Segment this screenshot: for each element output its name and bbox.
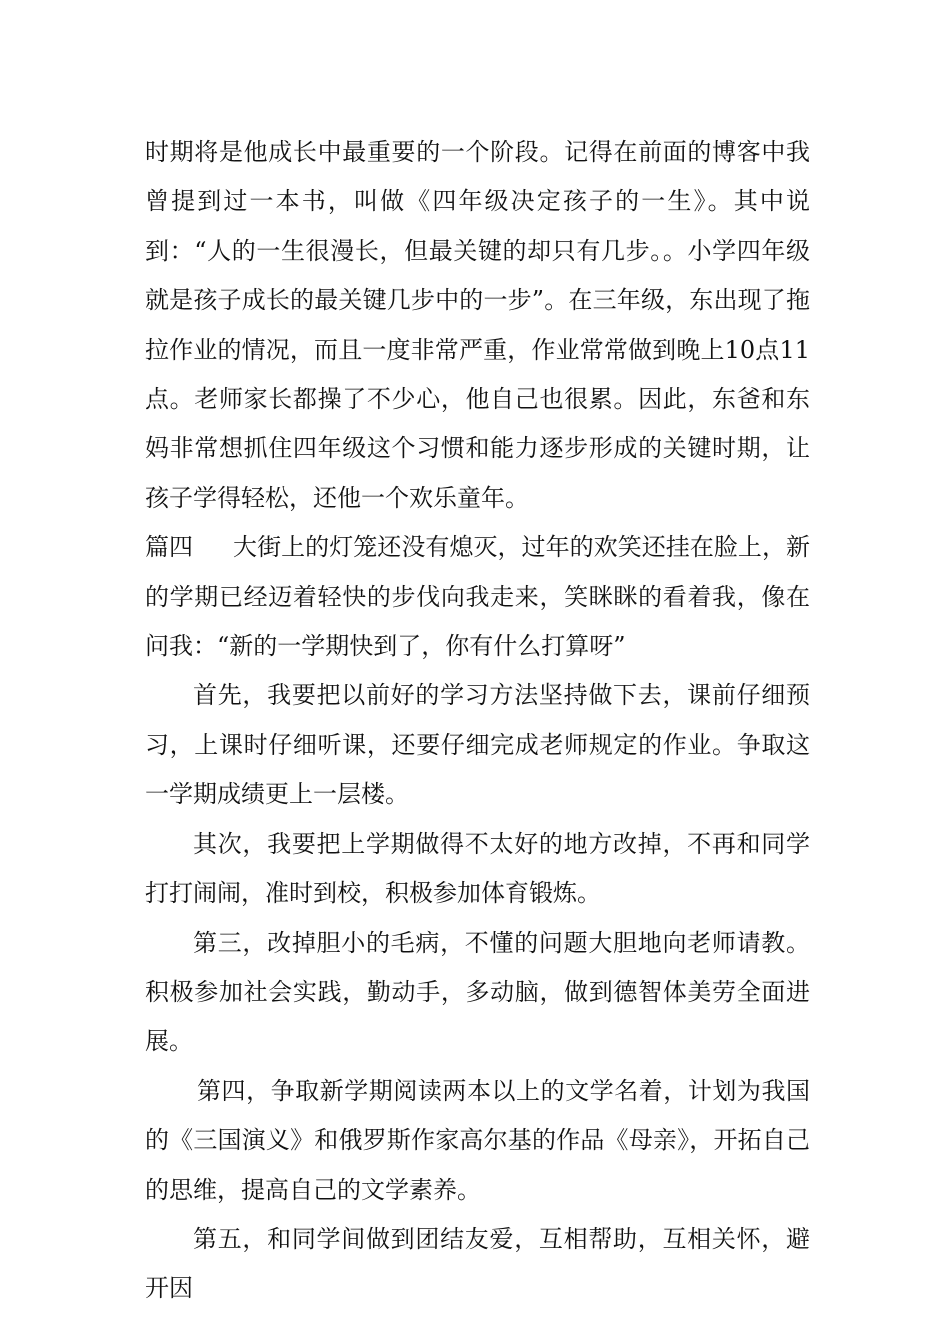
paragraph-second-point: 其次，我要把上学期做得不太好的地方改掉，不再和同学打打闹闹，准时到校，积极参加体育锻炼。 <box>145 829 810 908</box>
paragraph-section-four <box>145 523 810 671</box>
paragraph-fifth-point: 第五，和同学间做到团结友爱，互相帮助，互相关怀，避开因 <box>145 1224 810 1303</box>
paragraph-continuation: 时期将是他成长中最重要的一个阶段。记得在前面的博客中我曾提到过一本书，叫做《四年级决定孩子的一生》。其中说到：“人的一生很漫长，但最关键的却只有几步。。小学四年级就是孩子成长的最关键几步中的一步”。在三年级，东出现了拖拉作业的情况，而且一度非常严重，作业常常做到晚上10点11点。老师家长都操了不少心，他自己也很累。因此，东爸和东妈非常想抓住四年级这个习惯和能力逐步形成的关键时期，让孩子学得轻松，还他一个欢乐童年。 <box>145 138 810 512</box>
paragraph-fourth-point: 第四，争取新学期阅读两本以上的文学名着，计划为我国的《三国演义》和俄罗斯作家高尔基的作品《母亲》，开拓自己的思维，提高自己的文学素养。 <box>145 1076 810 1204</box>
paragraph-first-point: 首先，我要把以前好的学习方法坚持做下去，课前仔细预习，上课时仔细听课，还要仔细完成老师规定的作业。争取这一学期成绩更上一层楼。 <box>145 681 810 809</box>
document-body <box>145 128 810 1314</box>
section-four-text: 大街上的灯笼还没有熄灭，过年的欢笑还挂在脸上，新的学期已经迈着轻快的步伐向我走来，笑眯眯的看着我，像在问我：“新的一学期快到了，你有什么打算呀” <box>145 533 810 661</box>
section-label: 篇四 <box>145 533 193 562</box>
paragraph-third-point: 第三，改掉胆小的毛病，不懂的问题大胆地向老师请教。积极参加社会实践，勤动手，多动脑，做到德智体美劳全面进展。 <box>145 928 810 1056</box>
